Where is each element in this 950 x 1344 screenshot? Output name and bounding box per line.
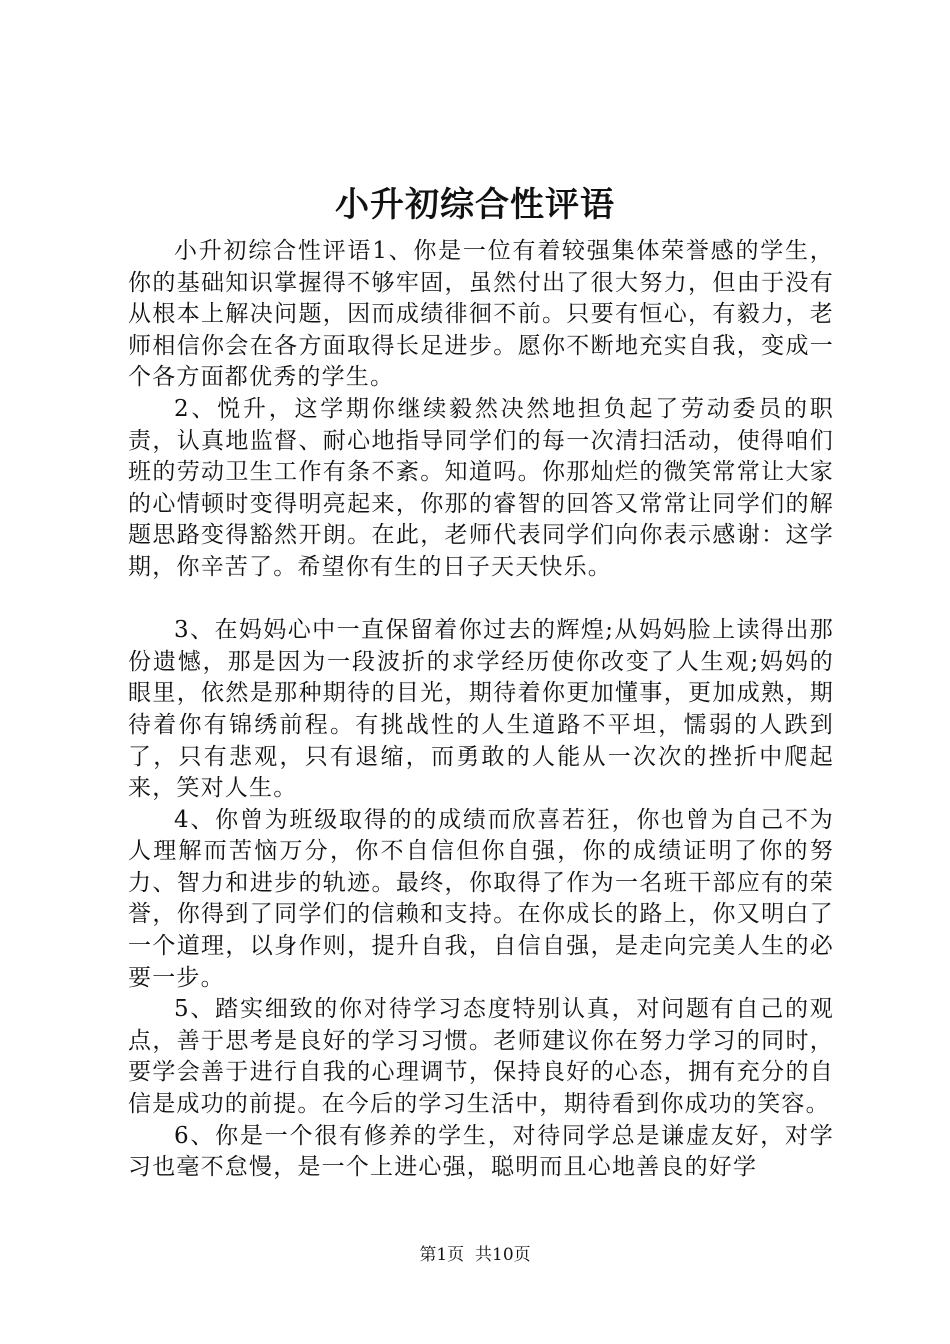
paragraph-3: 3、在妈妈心中一直保留着你过去的辉煌;从妈妈脸上读得出那份遗憾，那是因为一段波折的求学经历使你改变了人生观;妈妈的眼里，依然是那种期待的目光，期待着你更加懂事，更加成熟，期待着你有锦绣前程。有挑战性的人生道路不平坦，懦弱的人跌到了，只有悲观，只有退缩，而勇敢的人能从一次次的挫折中爬起来，笑对人生。 [128,617,834,802]
document-body [128,236,834,1184]
page-footer [0,1243,950,1267]
paragraph-1: 小升初综合性评语1、你是一位有着较强集体荣誉感的学生，你的基础知识掌握得不够牢固，虽然付出了很大努力，但由于没有从根本上解决问题，因而成绩徘徊不前。只要有恒心，有毅力，老师相信你会在各方面取得长足进步。愿你不断地充实自我，变成一个各方面都优秀的学生。 [128,238,834,391]
paragraph-4: 4、你曾为班级取得的的成绩而欣喜若狂，你也曾为自己不为人理解而苦恼万分，你不自信但你自强，你的成绩证明了你的努力、智力和进步的轨迹。最终，你取得了作为一名班干部应有的荣誉，你得到了同学们的信赖和支持。在你成长的路上，你又明白了一个道理，以身作则，提升自我，自信自强，是走向完美人生的必要一步。 [128,806,834,991]
paragraph-5: 5、踏实细致的你对待学习态度特别认真，对问题有自己的观点，善于思考是良好的学习习惯。老师建议你在努力学习的同时，要学会善于进行自我的心理调节，保持良好的心态，拥有充分的自信是成功的前提。在今后的学习生活中，期待看到你成功的笑容。 [128,996,834,1118]
footer-spacer [464,1245,475,1265]
document-title: 小升初综合性评语 [335,185,615,225]
paragraph-6: 6、你是一个很有修养的学生，对待同学总是谦虚友好，对学习也毫不怠慢，是一个上进心强，聪明而且心地善良的好学 [128,1122,834,1181]
page-number: 第1页 [419,1245,465,1265]
page-total: 共10页 [475,1245,531,1265]
paragraph-2: 2、悦升，这学期你继续毅然决然地担负起了劳动委员的职责，认真地监督、耐心地指导同学们的每一次清扫活动，使得咱们班的劳动卫生工作有条不紊。知道吗。你那灿烂的微笑常常让大家的心情顿时变得明亮起来，你那的睿智的回答又常常让同学们的解题思路变得豁然开朗。在此，老师代表同学们向你表示感谢：这学期，你辛苦了。希望你有生的日子天天快乐。 [128,395,834,580]
paragraph-spacer [128,584,834,616]
